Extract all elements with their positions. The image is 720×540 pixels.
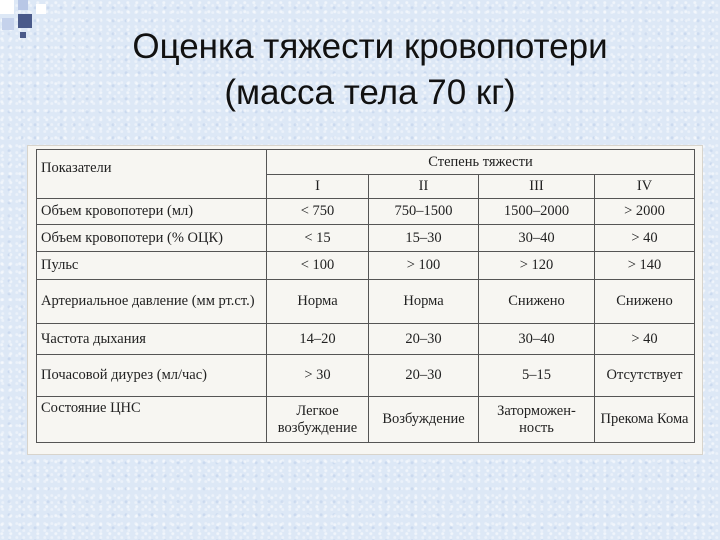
blood-loss-severity-table — [36, 149, 695, 443]
row-label: Артериальное давление (мм рт.ст.) — [37, 280, 267, 324]
table-cell: 20–30 — [369, 355, 479, 397]
table-cell: > 2000 — [595, 199, 695, 225]
table-row — [37, 280, 695, 324]
table-cell: 15–30 — [369, 225, 479, 252]
header-grade: IV — [595, 175, 695, 199]
table-cell: < 100 — [267, 252, 369, 280]
table-cell: > 40 — [595, 225, 695, 252]
table-cell: 20–30 — [369, 324, 479, 355]
table-cell: Снижено — [595, 280, 695, 324]
table-cell: Норма — [267, 280, 369, 324]
row-label: Частота дыхания — [37, 324, 267, 355]
table-cell: 1500–2000 — [479, 199, 595, 225]
table-cell: < 15 — [267, 225, 369, 252]
row-label: Объем кровопотери (% ОЦК) — [37, 225, 267, 252]
header-grade: III — [479, 175, 595, 199]
table-cell: Снижено — [479, 280, 595, 324]
table-row — [37, 355, 695, 397]
table-cell: > 120 — [479, 252, 595, 280]
row-label: Объем кровопотери (мл) — [37, 199, 267, 225]
header-indicators: Показатели — [37, 150, 267, 199]
table-cell: > 30 — [267, 355, 369, 397]
table-cell: > 140 — [595, 252, 695, 280]
table-cell: Заторможен-ность — [479, 397, 595, 443]
table-cell: > 40 — [595, 324, 695, 355]
table-cell: 30–40 — [479, 324, 595, 355]
table-cell: > 100 — [369, 252, 479, 280]
header-grade: II — [369, 175, 479, 199]
row-label: Почасовой диурез (мл/час) — [37, 355, 267, 397]
blood-loss-table-image — [28, 146, 702, 454]
header-severity: Степень тяжести — [267, 150, 695, 175]
title-line-1: Оценка тяжести кровопотери — [132, 27, 608, 66]
table-cell: Возбуждение — [369, 397, 479, 443]
row-label: Пульс — [37, 252, 267, 280]
table-row — [37, 199, 695, 225]
table-cell: Отсутствует — [595, 355, 695, 397]
table-cell: 750–1500 — [369, 199, 479, 225]
row-label: Состояние ЦНС — [37, 397, 267, 443]
table-cell: Норма — [369, 280, 479, 324]
title-line-2: (масса тела 70 кг) — [224, 73, 516, 112]
page-title — [40, 24, 700, 116]
table-row — [37, 252, 695, 280]
table-cell: < 750 — [267, 199, 369, 225]
table-cell: Прекома Кома — [595, 397, 695, 443]
table-cell: 30–40 — [479, 225, 595, 252]
table-cell: Легкое возбуждение — [267, 397, 369, 443]
table-row — [37, 225, 695, 252]
header-grade: I — [267, 175, 369, 199]
table-row — [37, 397, 695, 443]
table-row — [37, 324, 695, 355]
table-cell: 14–20 — [267, 324, 369, 355]
table-cell: 5–15 — [479, 355, 595, 397]
